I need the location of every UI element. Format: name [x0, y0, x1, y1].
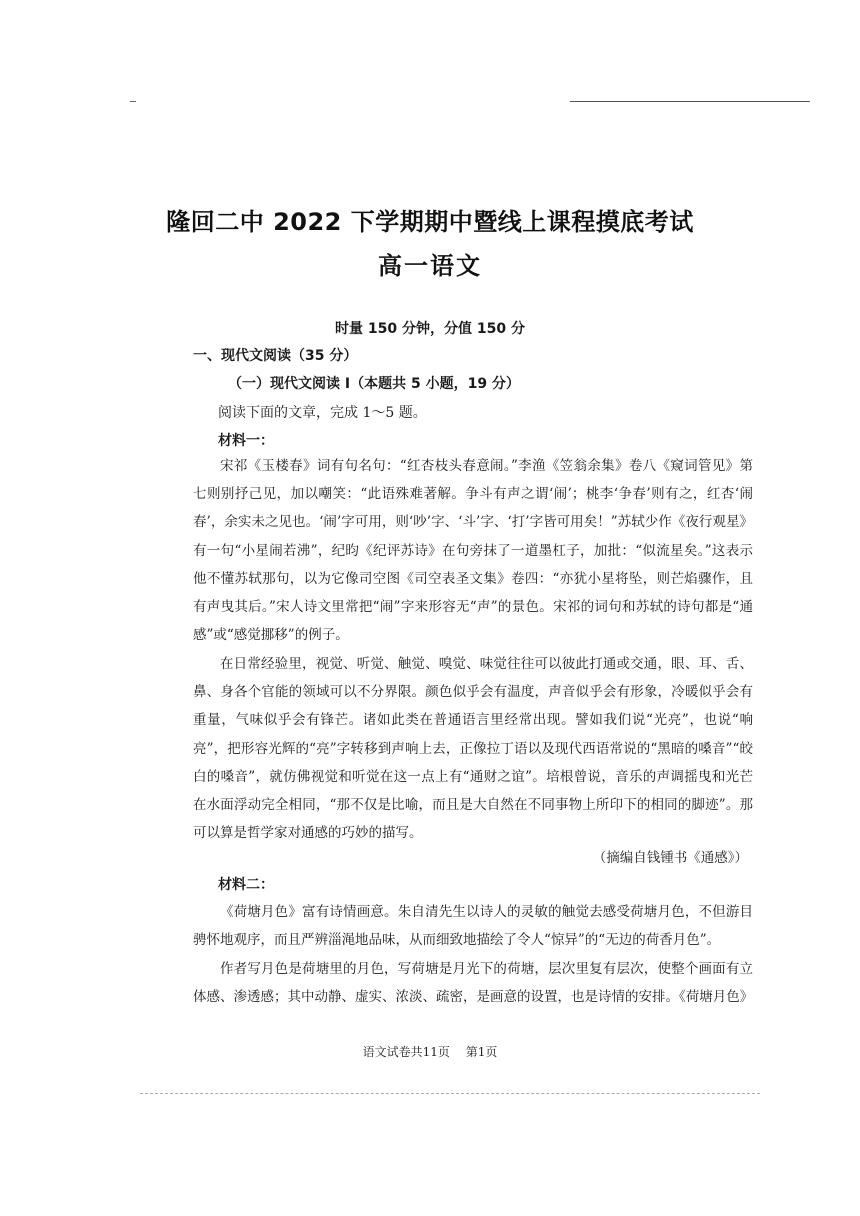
section-heading: 一、现代文阅读（35 分）	[193, 348, 358, 364]
exam-title: 隆回二中 2022 下学期期中暨线上课程摸底考试	[166, 208, 694, 236]
material2-paragraph: 作者写月色是荷塘里的月色，写荷塘是月光下的荷塘，层次里复有层次，使整个画面有立体感、渗透感；其中动静、虚实、浓淡、疏密，是画意的设置，也是诗情的安排。《荷塘月色》	[193, 961, 754, 1006]
material1-source: （摘编自钱锺书《通感》）	[592, 850, 748, 866]
page-footer	[0, 1043, 860, 1060]
footer-page-number: 第1页	[465, 1045, 498, 1059]
material1-paragraph: 在日常经验里，视觉、听觉、触觉、嗅觉、味觉往往可以彼此打通或交通，眼、耳、舌、鼻、身各个官能的领域可以不分界限。颜色似乎会有温度，声音似乎会有形象，冷暖似乎会有重量，气味似乎会有锋芒。诸如此类在普通语言里经常出现。譬如我们说“光亮”，也说“响亮”，把形容光辉的“亮”字转移到声响上去，正像拉丁语以及现代西语常说的“黑暗的嗓音”“皎白的嗓音”，就仿佛视觉和听觉在这一点上有“通财之谊”。培根曾说，音乐的声调摇曳和光芒在水面浮动完全相同，“那不仅是比喻，而且是大自然在不同事物上所印下的相同的脚迹”。那可以算是哲学家对通感的巧妙的描写。	[193, 656, 753, 842]
instruction: 阅读下面的文章，完成 1～5 题。	[218, 405, 427, 421]
scan-border-line	[140, 1093, 760, 1094]
material1-paragraph: 宋祁《玉楼春》词有句名句：“红杏枝头春意闹。”李渔《笠翁余集》卷八《窥词管见》第七则别抒己见，加以嘲笑：“此语殊难著解。争斗有声之谓‘闹’；桃李‘争春’则有之，红杏‘闹春’，余实未之见也。‘闹’字可用，则‘吵’字、‘斗’字、‘打’字皆可用矣！”苏轼少作《夜行观星》有一句“小星闹若沸”，纪昀《纪评苏诗》在句旁抹了一道墨杠子，加批：“似流星矣。”这表示他不懂苏轼那句，以为它像司空图《司空表圣文集》卷四：“亦犹小星将坠，则芒焰骤作，且有声曳其后。”宋人诗文里常把“闹”字来形容无“声”的景色。宋祁的词句和苏轼的诗句都是“通感”或“感觉挪移”的例子。	[193, 458, 753, 644]
material2-paragraph: 《荷塘月色》富有诗情画意。朱自清先生以诗人的灵敏的触觉去感受荷塘月色，不但游目骋怀地观序，而且严辨淄渑地品味，从而细致地描绘了令人“惊异”的“无边的荷香月色”。	[193, 904, 753, 949]
scan-border-line	[570, 101, 810, 102]
footer-total-pages: 语文试卷共11页	[362, 1045, 450, 1059]
material1-label: 材料一：	[218, 433, 274, 449]
material2-label: 材料二：	[218, 877, 274, 893]
scan-mark	[130, 101, 136, 102]
time-score: 时量 150 分钟，分值 150 分	[335, 321, 525, 337]
sub-section-heading: （一）现代文阅读 I（本题共 5 小题，19 分）	[228, 376, 520, 392]
exam-subject: 高一语文	[378, 252, 482, 280]
